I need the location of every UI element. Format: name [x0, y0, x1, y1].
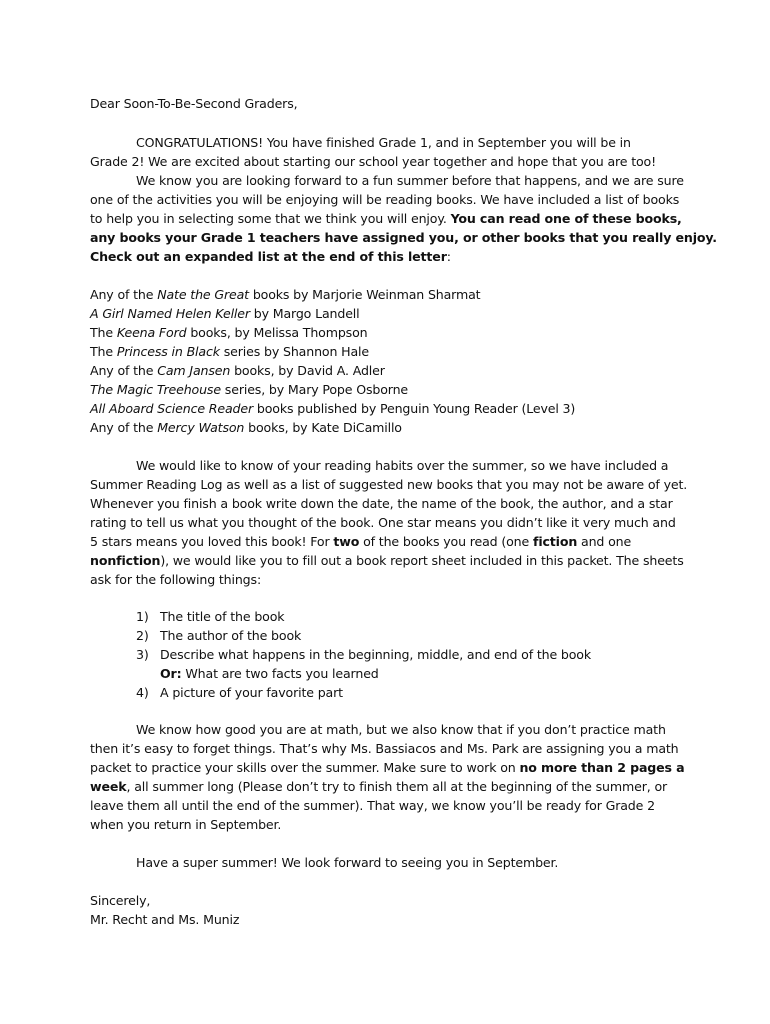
book-prefix: Any of the	[90, 363, 158, 378]
list-text: Describe what happens in the beginning, middle, and end of the book	[160, 647, 592, 662]
book-title: Mercy Watson	[157, 420, 245, 435]
paragraph-3-line	[90, 551, 684, 570]
bold-text: Check out an expanded list at the end of this letter	[90, 249, 447, 264]
book-title: Cam Jansen	[157, 363, 231, 378]
numbered-list-item	[136, 645, 591, 664]
plain-text: of the books you read (one	[359, 534, 533, 549]
bold-text: nonfiction	[90, 553, 161, 568]
book-prefix: Any of the	[90, 287, 158, 302]
paragraph-4-line: when you return in September.	[90, 817, 282, 832]
book-suffix: books, by Melissa Thompson	[186, 325, 368, 340]
paragraph-4-line: leave them all until the end of the summer). That way, we know you’ll be ready for Grade 2	[90, 798, 655, 813]
plain-text: to help you in selecting some that we think you will enjoy.	[90, 211, 451, 226]
book-list-item	[90, 399, 575, 418]
book-list-item	[90, 304, 360, 323]
book-suffix: books, by Kate DiCamillo	[244, 420, 402, 435]
list-number: 3)	[136, 647, 149, 662]
paragraph-2-line: We know you are looking forward to a fun summer before that happens, and we are sure	[136, 173, 684, 188]
paragraph-3-line: ask for the following things:	[90, 572, 262, 587]
paragraph-2-line	[90, 247, 451, 266]
paragraph-2-line	[90, 209, 682, 228]
book-list-item	[90, 380, 408, 399]
book-suffix: by Margo Landell	[249, 306, 360, 321]
book-suffix: books, by David A. Adler	[230, 363, 385, 378]
paragraph-3-line: Whenever you finish a book write down the date, the name of the book, the author, and a star	[90, 496, 673, 511]
salutation: Dear Soon-To-Be-Second Graders,	[90, 96, 298, 111]
signature: Mr. Recht and Ms. Muniz	[90, 912, 240, 927]
bold-text: week	[90, 779, 127, 794]
book-title: Keena Ford	[116, 325, 187, 340]
plain-text: :	[446, 249, 451, 264]
paragraph-3-line	[90, 532, 631, 551]
paragraph-3-line: Summer Reading Log as well as a list of suggested new books that you may not be aware of yet.	[90, 477, 688, 492]
or-label: Or:	[160, 666, 182, 681]
bold-text: two	[333, 534, 360, 549]
paragraph-3-line: We would like to know of your reading habits over the summer, so we have included a	[136, 458, 669, 473]
book-list-item	[90, 323, 367, 342]
paragraph-1-line: CONGRATULATIONS! You have finished Grade 1, and in September you will be in	[136, 135, 631, 150]
numbered-list-item	[136, 626, 301, 645]
paragraph-4-line	[90, 777, 667, 796]
or-text: What are two facts you learned	[181, 666, 379, 681]
plain-text: 5 stars means you loved this book! For	[90, 534, 334, 549]
paragraph-4-line: then it’s easy to forget things. That’s why Ms. Bassiacos and Ms. Park are assigning you a math	[90, 741, 679, 756]
book-suffix: series by Shannon Hale	[219, 344, 369, 359]
numbered-list-item	[136, 683, 343, 702]
plain-text: , all summer long (Please don’t try to finish them all at the beginning of the summer, or	[126, 779, 668, 794]
book-title: The Magic Treehouse	[90, 382, 221, 397]
plain-text: ), we would like you to fill out a book report sheet included in this packet. The sheets	[160, 553, 684, 568]
book-suffix: books published by Penguin Young Reader (Level 3)	[253, 401, 576, 416]
book-title: All Aboard Science Reader	[90, 401, 254, 416]
numbered-list-item	[136, 607, 284, 626]
paragraph-2-line: any books your Grade 1 teachers have assigned you, or other books that you really enjoy.	[90, 230, 717, 245]
book-list-item	[90, 361, 385, 380]
list-text: The author of the book	[160, 628, 302, 643]
list-number: 2)	[136, 628, 149, 643]
list-number: 1)	[136, 609, 149, 624]
paragraph-4-line	[90, 758, 684, 777]
plain-text: and one	[577, 534, 632, 549]
bold-text: no more than 2 pages a	[519, 760, 685, 775]
book-title: Princess in Black	[116, 344, 220, 359]
book-title: Nate the Great	[157, 287, 249, 302]
closing: Sincerely,	[90, 893, 151, 908]
bold-text: fiction	[532, 534, 578, 549]
book-prefix: The	[90, 325, 117, 340]
paragraph-4-line: We know how good you are at math, but we also know that if you don’t practice math	[136, 722, 666, 737]
list-text: A picture of your favorite part	[160, 685, 343, 700]
book-prefix: The	[90, 344, 117, 359]
book-list-item	[90, 418, 402, 437]
book-list-item	[90, 342, 369, 361]
list-number: 4)	[136, 685, 149, 700]
paragraph-1-line: Grade 2! We are excited about starting our school year together and hope that you are too!	[90, 154, 657, 169]
paragraph-5: Have a super summer! We look forward to seeing you in September.	[136, 855, 559, 870]
book-list-item	[90, 285, 480, 304]
book-title: A Girl Named Helen Keller	[90, 306, 250, 321]
paragraph-3-line: rating to tell us what you thought of the book. One star means you didn’t like it very much and	[90, 515, 676, 530]
book-prefix: Any of the	[90, 420, 158, 435]
bold-text: You can read one of these books,	[450, 211, 682, 226]
book-suffix: series, by Mary Pope Osborne	[220, 382, 409, 397]
list-text: The title of the book	[160, 609, 285, 624]
paragraph-2-line: one of the activities you will be enjoying will be reading books. We have included a list of books	[90, 192, 680, 207]
book-suffix: books by Marjorie Weinman Sharmat	[248, 287, 481, 302]
plain-text: packet to practice your skills over the summer. Make sure to work on	[90, 760, 520, 775]
list-item-alternative	[160, 664, 379, 683]
